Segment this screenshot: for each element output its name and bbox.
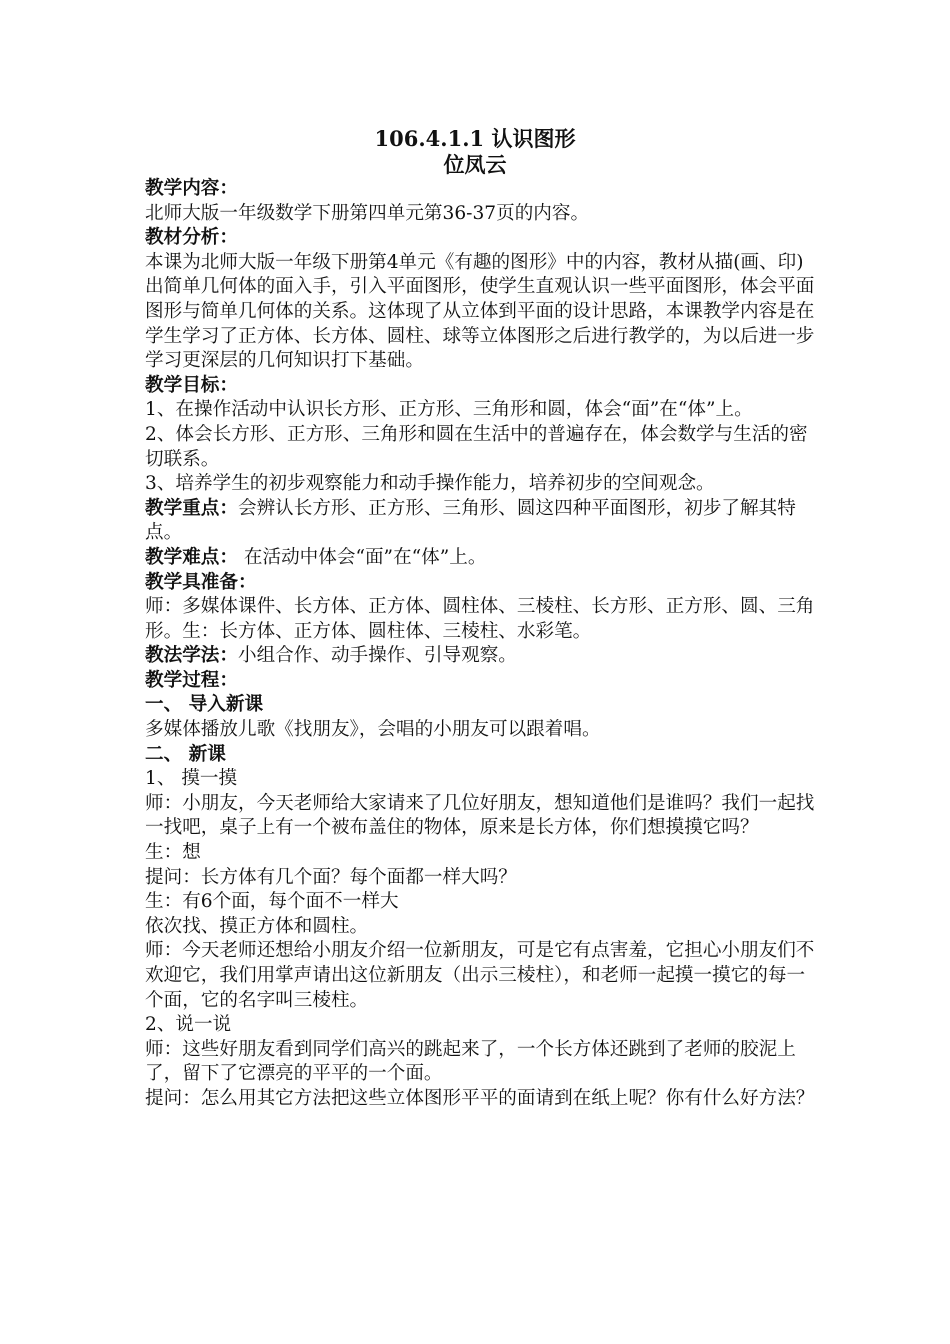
- difficulty-text: 在活动中体会“面”在“体”上。: [237, 546, 487, 568]
- dialogue-paragraph: 提问：长方体有几个面？每个面都一样大吗？: [145, 866, 517, 888]
- subsection-heading: 1、 摸一摸: [145, 768, 238, 790]
- content-heading: 教学内容：: [145, 178, 238, 199]
- difficulty-paragraph: [145, 546, 817, 571]
- content-text: 北师大版一年级数学下册第四单元第36-37页的内容。: [145, 202, 590, 224]
- dialogue-paragraph: 生：有6个面，每个面不一样大: [145, 891, 399, 913]
- method-label: 教法学法：: [145, 645, 238, 667]
- dialogue-paragraph: 师：今天老师还想给小朋友介绍一位新朋友，可是它有点害羞，它担心小朋友们不欢迎它，我们用掌声请出这位新朋友（出示三棱柱），和老师一起摸一摸它的每一个面，它的名字叫三棱柱。: [145, 940, 815, 1011]
- dialogue-paragraph: 生：想: [145, 842, 201, 864]
- prep-text: 师：多媒体课件、长方体、正方体、圆柱体、三棱柱、长方形、正方形、圆、三角形。生：长方体、正方体、圆柱体、三棱柱、水彩笔。: [145, 596, 815, 642]
- key-point-paragraph: [145, 497, 817, 546]
- subsection-heading: 2、说一说: [145, 1014, 232, 1036]
- document-title: 106.4.1.1 认识图形: [374, 126, 576, 151]
- dialogue-paragraph: 师：小朋友，今天老师给大家请来了几位好朋友，想知道他们是谁吗？我们一起找一找吧，桌子上有一个被布盖住的物体，原来是长方体，你们想摸摸它吗？: [145, 792, 815, 839]
- process-heading: 教学过程：: [145, 669, 238, 691]
- prep-heading: 教学具准备：: [145, 571, 257, 593]
- dialogue-paragraph: 提问：怎么用其它方法把这些立体图形平平的面请到在纸上呢？你有什么好方法？: [145, 1087, 815, 1109]
- method-text: 小组合作、动手操作、引导观察。: [237, 645, 517, 667]
- document-author: 位凤云: [443, 152, 507, 177]
- dialogue-paragraph: 师：这些好朋友看到同学们高兴的跳起来了，一个长方体还跳到了老师的胶泥上了，留下了它漂亮的平平的一个面。: [145, 1038, 796, 1085]
- section-heading: 二、 新课: [145, 743, 226, 765]
- document-body: [145, 177, 817, 1112]
- section-heading: 一、 导入新课: [145, 694, 264, 716]
- key-point-text: 会辨认长方形、正方形、三角形、圆这四种平面图形，初步了解其特点。: [145, 497, 796, 544]
- key-point-label: 教学重点：: [145, 497, 238, 519]
- section-text: 多媒体播放儿歌《找朋友》，会唱的小朋友可以跟着唱。: [145, 719, 601, 741]
- analysis-heading: 教材分析：: [145, 227, 238, 249]
- difficulty-label: 教学难点：: [145, 546, 238, 568]
- goal-item: 2、体会长方形、正方形、三角形和圆在生活中的普遍存在，体会数学与生活的密切联系。: [145, 423, 808, 470]
- goal-item: 1、在操作活动中认识长方形、正方形、三角形和圆，体会“面”在“体”上。: [145, 399, 753, 421]
- dialogue-paragraph: 依次找、摸正方体和圆柱。: [145, 915, 369, 937]
- goal-item: 3、培养学生的初步观察能力和动手操作能力，培养初步的空间观念。: [145, 473, 715, 495]
- analysis-text: 本课为北师大版一年级下册第4单元《有趣的图形》中的内容，教材从描(画、印)出简单几何体的面入手，引入平面图形，使学生直观认识一些平面图形，体会平面图形与简单几何体的关系。这体现了从立体到平面的设计思路，本课教学内容是在学生学习了正方体、长方体、圆柱、球等立体图形之后进行教学的，为以后进一步学习更深层的几何知识打下基础。: [145, 251, 815, 372]
- goals-heading: 教学目标：: [145, 374, 238, 396]
- method-paragraph: [145, 644, 817, 669]
